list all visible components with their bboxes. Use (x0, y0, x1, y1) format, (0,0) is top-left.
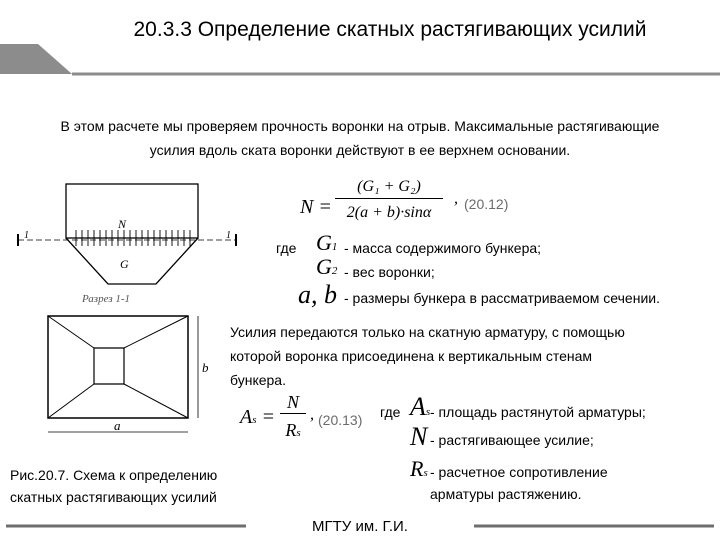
ab-symbol: a, b (298, 280, 337, 309)
plan-diag-3 (48, 384, 94, 418)
plan-diag-1 (48, 316, 94, 348)
formula-1-denominator: 2(a + b)·sinα (346, 204, 432, 221)
n-symbol: N (410, 422, 428, 451)
plan-outlet (94, 348, 124, 384)
label-section-right: 1 (226, 230, 231, 241)
label-section-left: 1 (24, 230, 29, 241)
n-description: - растягивающее усилие; (430, 432, 594, 448)
g1-symbol: G1 (316, 230, 338, 255)
formula-1-lhs: N = (300, 196, 332, 218)
caption-line-2: скатных растягивающих усилий (10, 489, 217, 505)
formula-2-denominator: Rs (285, 420, 301, 440)
ab-description: - размеры бункера в рассматриваемом сечении. (344, 290, 660, 306)
as-description: - площадь растянутой арматуры; (430, 404, 646, 420)
plan-diag-2 (124, 316, 188, 348)
dim-b-label: b (202, 360, 208, 375)
hopper-plan-drawing (28, 310, 208, 444)
intro-line-2: усилия вдоль ската воронки действуют в ее верхнем основании. (149, 142, 571, 158)
rs-description-1: - расчетное сопротивление (430, 464, 608, 480)
dim-a-label: a (114, 418, 121, 433)
rs-symbol: Rs (410, 456, 428, 481)
page-title: 20.3.3 Определение скатных растягивающих усилий (133, 18, 647, 41)
caption-line-1: Рис.20.7. Схема к определению (10, 467, 218, 483)
footer-text: МГТУ им. Г.И. (312, 518, 408, 535)
paragraph-line-3: бункера. (230, 372, 286, 388)
where-2-label: где (380, 404, 401, 420)
label-n: N (118, 217, 127, 231)
paragraph-line-2: которой воронка присоединена к вертикальным стенам (230, 348, 593, 364)
where-1-label: где (276, 240, 297, 256)
as-symbol: As (410, 392, 431, 421)
force-paragraph (230, 320, 625, 392)
formula-1-number: (20.12) (464, 196, 509, 212)
formula-1-comma: , (454, 190, 458, 207)
formula-1-numerator: (G₁ + G₂) (335, 178, 443, 199)
formula-2-number: (20.13) (318, 412, 363, 428)
section-caption: Разрез 1-1 (82, 293, 131, 305)
label-g: G (120, 257, 129, 271)
paragraph-line-1: Усилия передаются только на скатную арматуру, с помощью (230, 324, 625, 340)
hopper-section-drawing (10, 176, 250, 306)
intro-text (10, 114, 710, 162)
figure-caption (10, 464, 270, 508)
g2-description: - вес воронки; (344, 264, 435, 280)
header-decoration (0, 0, 720, 100)
g2-symbol: G2 (316, 254, 338, 279)
plan-diag-4 (124, 384, 188, 418)
g1-description: - масса содержимого бункера; (344, 240, 542, 256)
intro-line-1: В этом расчете мы проверяем прочность воронки на отрыв. Максимальные растягивающие (60, 118, 660, 134)
formula-2-comma: , (310, 406, 314, 423)
formula-2-numerator: N (280, 392, 306, 414)
rs-description-2: арматуры растяжению. (430, 486, 582, 502)
header-corner-shape (0, 44, 72, 74)
hopper-walls (66, 184, 198, 238)
formula-2-lhs: As = (240, 406, 275, 428)
